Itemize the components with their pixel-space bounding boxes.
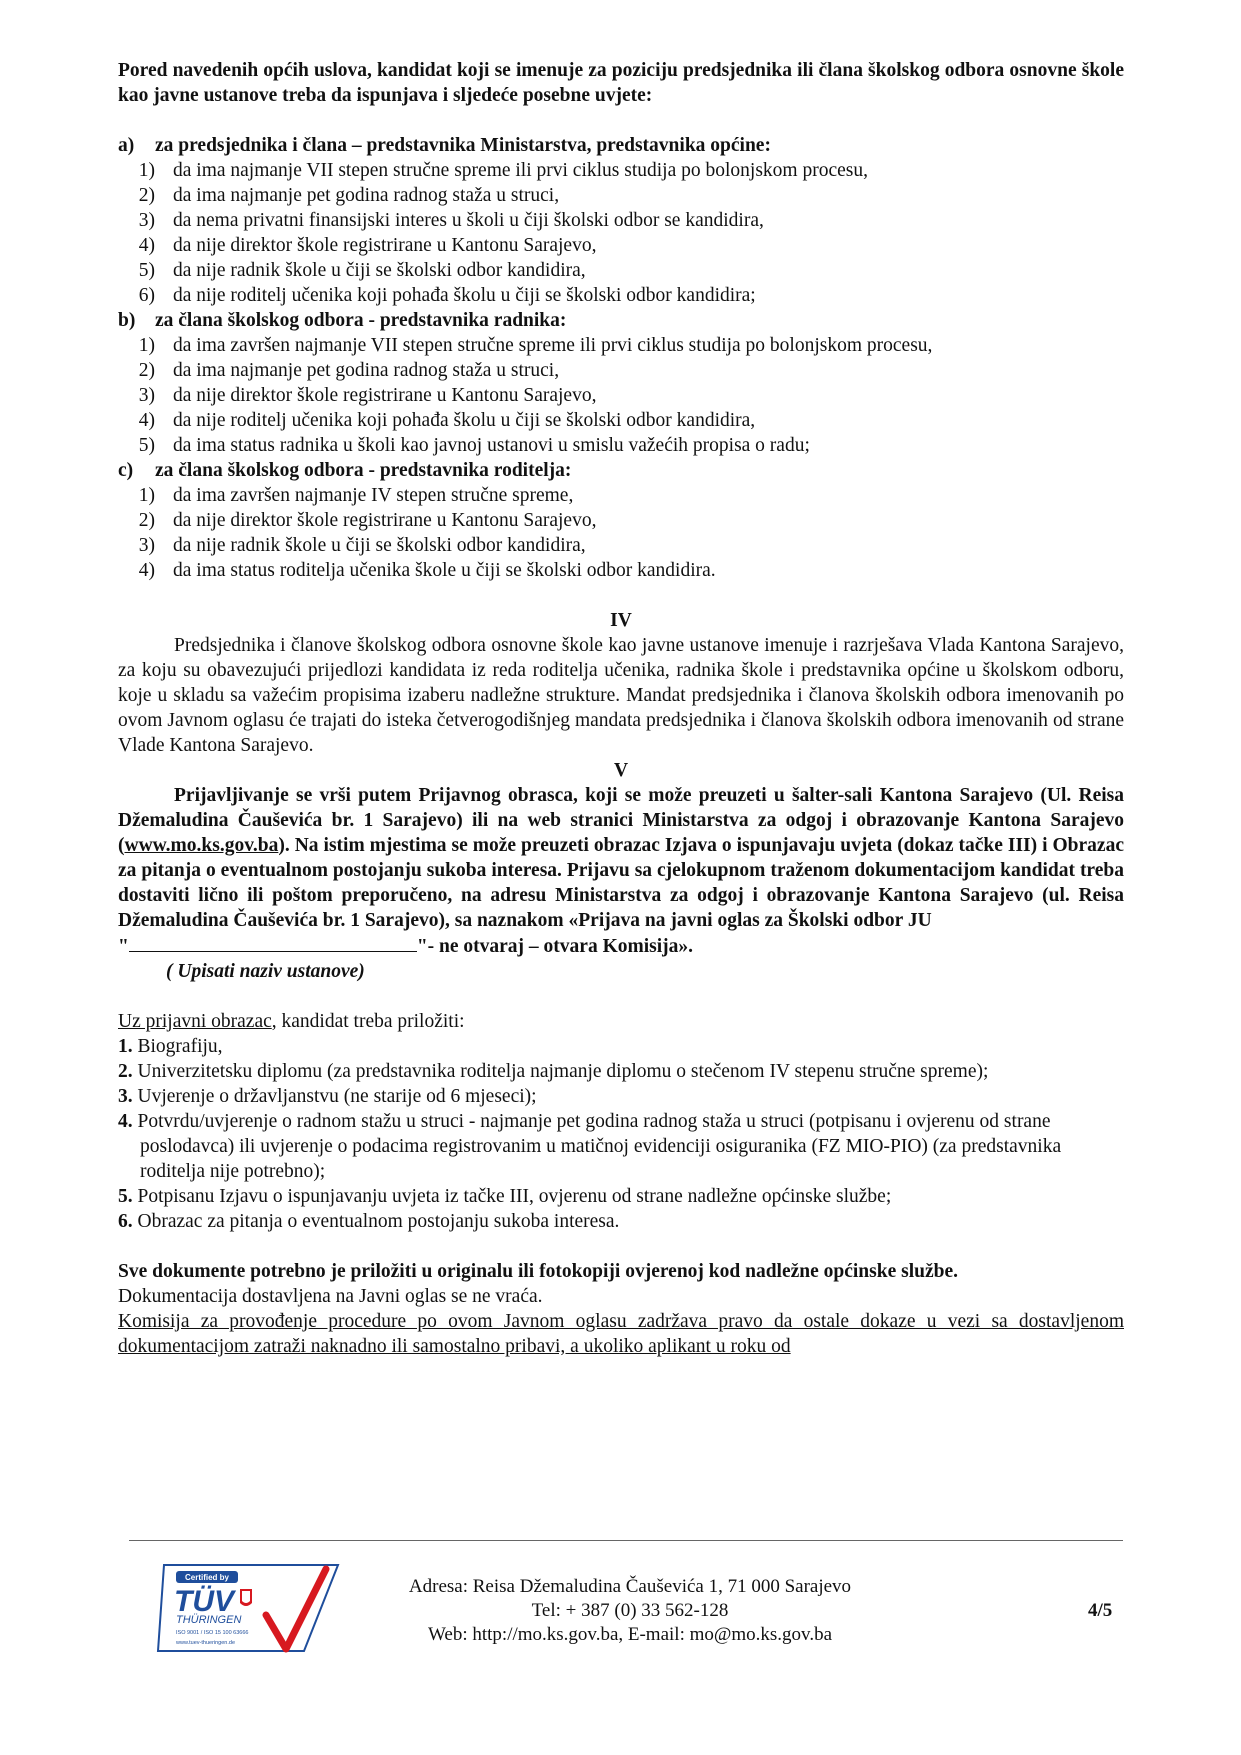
section-b — [118, 308, 1124, 458]
ministry-website-link[interactable]: www.mo.ks.gov.ba — [124, 835, 279, 856]
svg-text:Certified by: Certified by — [184, 1573, 230, 1582]
list-item: 5) da ima status radnika u školi kao javnoj ustanovi u smislu važećih propisa o radu; — [138, 435, 810, 456]
section-b-heading — [118, 308, 1124, 333]
list-item: 4) da nije roditelj učenika koji pohađa školu u čiji se školski odbor kandidira, — [138, 410, 756, 431]
section-b-label: b) — [118, 310, 136, 331]
section-a-label: a) — [118, 135, 135, 156]
closing-underlined-text: Komisija za provođenje procedure po ovom Javnom oglasu zadržava pravo da ostale dokaze u vezi sa dostavljenom dokumentacijom zatraži naknadno ili samostalno pribavi, a ukoliko aplikant u roku od — [118, 1311, 1124, 1357]
closing-bold-text: Sve dokumente potrebno je priložiti u originalu ili fotokopiji ovjerenoj kod nadležne općinske službe. — [118, 1261, 958, 1282]
list-item: 3) da nije radnik škole u čiji se školski odbor kandidira, — [138, 535, 586, 556]
list-item: 4) da ima status roditelja učenika škole u čiji se školski odbor kandidira. — [138, 560, 716, 581]
section-a-title: za predsjednika i člana – predstavnika Ministarstva, predstavnika općine: — [155, 135, 771, 156]
list-item: 6) da nije roditelj učenika koji pohađa školu u čiji se školski odbor kandidira; — [138, 285, 756, 306]
svg-text:THÜRINGEN: THÜRINGEN — [176, 1614, 242, 1626]
footer-web-email: Web: http://mo.ks.gov.ba, E-mail: mo@mo.ks.gov.ba — [427, 1624, 833, 1645]
section-a — [118, 133, 1124, 308]
institution-name-hint: ( Upisati naziv ustanove) — [166, 961, 365, 982]
list-item: 4) da nije direktor škole registrirane u Kantonu Sarajevo, — [138, 235, 597, 256]
list-item: 1) da ima završen najmanje VII stepen stručne spreme ili prvi ciklus studija po bolonjskom procesu, — [138, 335, 933, 356]
section-c-heading — [118, 458, 1124, 483]
section-b-list — [118, 333, 1124, 458]
list-item: 2) da nije direktor škole registrirane u Kantonu Sarajevo, — [138, 510, 597, 531]
page-number: 4/5 — [1088, 1600, 1113, 1621]
list-item: 3) da nema privatni finansijski interes u školi u čiji školski odbor se kandidira, — [138, 210, 764, 231]
list-item: 3) da nije direktor škole registrirane u Kantonu Sarajevo, — [138, 385, 597, 406]
tuv-logo-graphic — [154, 1559, 340, 1653]
section-v-text: Prijavljivanje se vrši putem Prijavnog obrasca, koji se može preuzeti u šalter-sali Kantona Sarajevo (Ul. Reisa Džemaludina Čauševića br. 1 Sarajevo) ili na web stranici Ministarstva za odgoj i obrazovanje Kantona Sarajevo (www.mo.ks.gov.ba). Na istim mjestima se može preuzeti obrazac Izjava o ispunjavaju uvjeta (dokaz tačke III) i Obrazac za pitanja o eventualnom postojanju sukoba interesa. Prijavu sa cjelokupnom traženom dokumentacijom kandidat treba dostaviti lično ili poštom preporučeno, na adresu Ministarstva za odgoj i obrazovanje Kantona Sarajevo (ul. Reisa Džemaludina Čauševića br. 1 Sarajevo), sa naznakom «Prijava na javni oglas za Školski odbor JU " "- ne otvaraj – otvara Komisija». — [118, 785, 1124, 957]
list-item: 2) da ima najmanje pet godina radnog staža u struci, — [138, 185, 560, 206]
list-item: 2. Univerzitetsku diplomu (za predstavnika roditelja najmanje diplomu o stečenom IV stepenu stručne spreme); — [118, 1061, 989, 1082]
section-c-list — [118, 483, 1124, 583]
section-a-list — [118, 158, 1124, 308]
svg-text:TÜV: TÜV — [174, 1585, 234, 1618]
svg-text:ISO 9001 / ISO 15 100 63666: ISO 9001 / ISO 15 100 63666 — [176, 1630, 249, 1636]
list-item: 5) da nije radnik škole u čiji se školski odbor kandidira, — [138, 260, 586, 281]
section-v-heading: V — [613, 760, 629, 781]
tuv-certification-logo — [154, 1559, 340, 1653]
list-item: 1. Biografiju, — [118, 1036, 223, 1057]
intro-paragraph: Pored navedenih općih uslova, kandidat koji se imenuje za poziciju predsjednika ili člana školskog odbora osnovne škole kao javne ustanove treba da ispunjava i sljedeće posebne uvjete: — [118, 60, 1124, 106]
section-a-heading — [118, 133, 1124, 158]
list-item: 3. Uvjerenje o državljanstvu (ne starije od 6 mjeseci); — [118, 1086, 537, 1107]
section-b-title: za člana školskog odbora - predstavnika radnika: — [155, 310, 567, 331]
footer-phone: Tel: + 387 (0) 33 562-128 — [531, 1600, 729, 1621]
footer-contact — [370, 1575, 890, 1647]
list-item: 1) da ima završen najmanje IV stepen stručne spreme, — [138, 485, 574, 506]
list-item: 2) da ima najmanje pet godina radnog staža u struci, — [138, 360, 560, 381]
footer-divider — [129, 1540, 1123, 1541]
list-item: 4. Potvrdu/uvjerenje o radnom stažu u struci - najmanje pet godina radnog staža u struci (potpisanu i ovjerenu od strane poslodavca) ili uvjerenje o podacima registrovanim u matičnoj evidenciji osiguranika (FZ MIO-PIO) (za predstavnika roditelja nije potrebno); — [118, 1111, 1062, 1182]
list-item: 1) da ima najmanje VII stepen stručne spreme ili prvi ciklus studija po bolonjskom procesu, — [138, 160, 868, 181]
section-iv-heading: IV — [610, 610, 632, 631]
svg-text:www.tuev-thueringen.de: www.tuev-thueringen.de — [176, 1640, 236, 1646]
section-iv-text: Predsjednika i članove školskog odbora osnovne škole kao javne ustanove imenuje i razrješava Vlada Kantona Sarajevo, za koju su obavezujući prijedlozi kandidata iz reda roditelja učenika, radnika škole i predstavnika općine u školskom odboru, koje u skladu sa važećim propisima izaberu nadležne strukture. Mandat predsjednika i članova školskih odbora imenovanih po ovom Javnom oglasu će trajati do isteka četverogodišnjeg mandata predsjednika i članova školskih odbora imenovanih od strane Vlade Kantona Sarajevo. — [118, 635, 1124, 756]
closing-plain-text: Dokumentacija dostavljena na Javni oglas se ne vraća. — [118, 1286, 543, 1307]
section-c — [118, 458, 1124, 583]
list-item: 5. Potpisanu Izjavu o ispunjavanju uvjeta iz tačke III, ovjerenu od strane nadležne općinske službe; — [118, 1186, 892, 1207]
footer-address: Adresa: Reisa Džemaludina Čauševića 1, 71 000 Sarajevo — [408, 1576, 852, 1597]
section-c-label: c) — [118, 460, 134, 481]
list-item: 6. Obrazac za pitanja o eventualnom postojanju sukoba interesa. — [118, 1211, 620, 1232]
document-page — [118, 58, 1124, 1359]
attachments-lead: Uz prijavni obrazac, kandidat treba priložiti: — [118, 1011, 465, 1032]
attachments-list — [118, 1034, 1124, 1234]
section-c-title: za člana školskog odbora - predstavnika roditelja: — [155, 460, 572, 481]
institution-name-blank — [129, 933, 417, 952]
